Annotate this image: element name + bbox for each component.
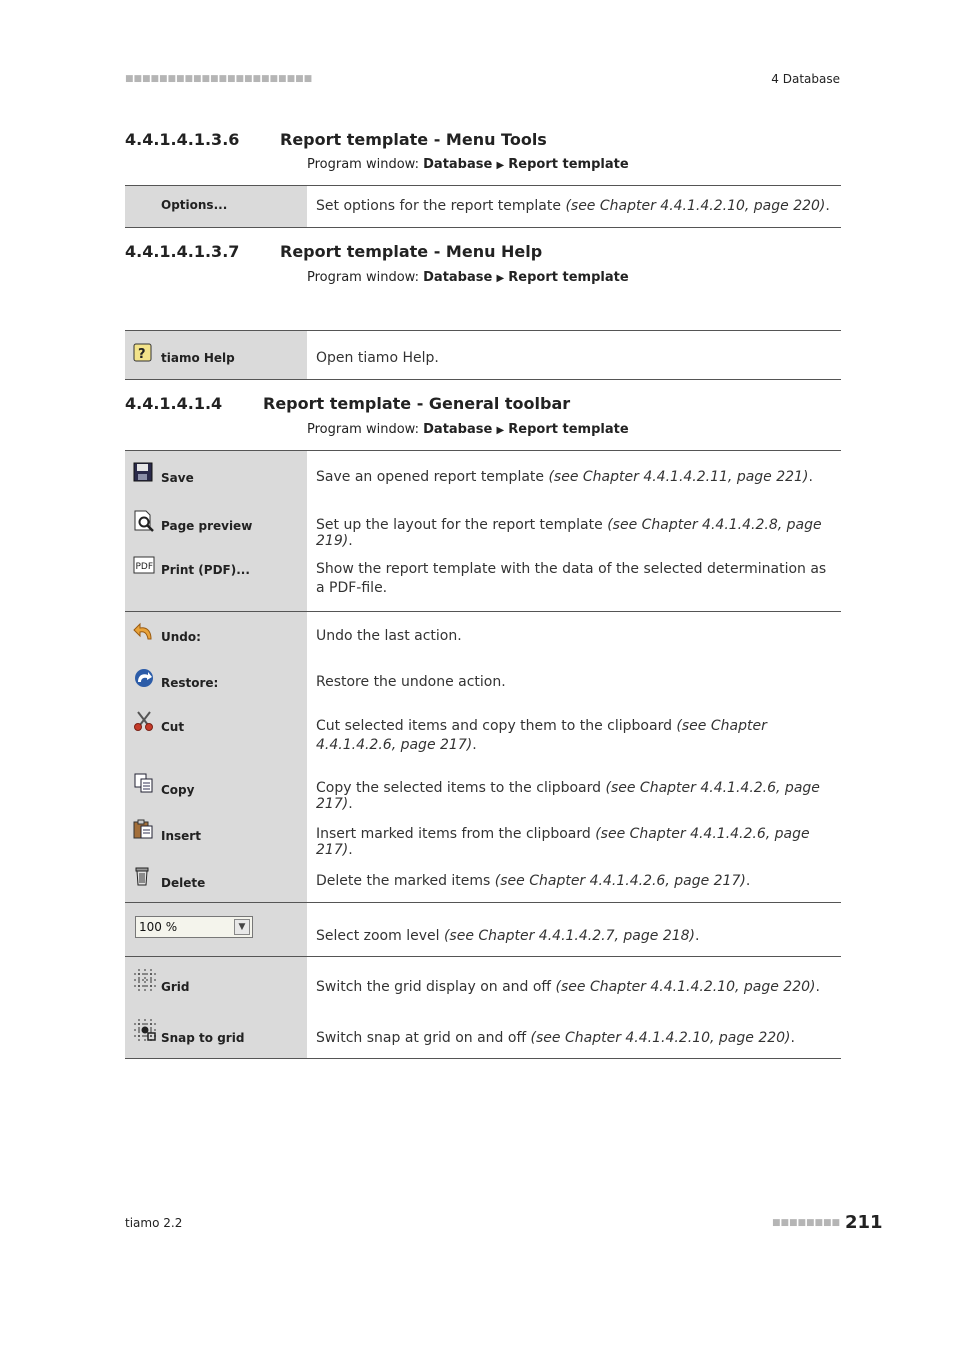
product-version: tiamo 2.2 <box>125 1216 183 1230</box>
scissors-icon <box>133 710 155 736</box>
save-button[interactable]: Save <box>161 471 194 485</box>
table-row <box>125 766 841 812</box>
row-description: Delete the marked items (see Chapter 4.4.1.4.2.6, page 217). <box>316 873 751 889</box>
section-title: Report template - Menu Help <box>280 242 543 261</box>
program-path: Program window: Database ▶ Report template <box>307 157 629 172</box>
row-description: Restore the undone action. <box>316 674 506 690</box>
program-path: Program window: Database ▶ Report template <box>307 422 629 437</box>
snap-grid-icon <box>133 1018 157 1046</box>
row-description: Select zoom level (see Chapter 4.4.1.4.2.7, page 218). <box>316 928 700 944</box>
svg-text:PDF: PDF <box>135 562 154 572</box>
page-number: 211 <box>845 1212 883 1233</box>
table-row <box>125 612 841 659</box>
footer-decoration: ■■■■■■■■ <box>772 1218 841 1228</box>
grid-icon <box>133 968 157 996</box>
undo-button[interactable]: Undo: <box>161 630 201 644</box>
table-row <box>125 701 841 766</box>
redo-icon <box>133 668 155 692</box>
table-row <box>125 658 841 701</box>
table-row <box>125 331 841 380</box>
table-row <box>125 903 841 957</box>
row-description: Copy the selected items to the clipboard (see Chapter 4.4.1.4.2.6, page 217). <box>316 780 820 812</box>
row-description: Cut selected items and copy them to the clipboard (see Chapter 4.4.1.4.2.6, page 217). <box>316 718 767 753</box>
table-row <box>125 549 841 612</box>
paste-icon <box>133 819 155 843</box>
help-icon <box>133 343 153 367</box>
copy-button[interactable]: Copy <box>161 783 195 797</box>
header-decoration: ■■■■■■■■■■■■■■■■■■■■■■ <box>125 74 313 84</box>
section-title: Report template - General toolbar <box>263 394 571 413</box>
section-number: 4.4.1.4.1.4 <box>125 394 223 413</box>
undo-icon <box>133 622 155 646</box>
pdf-icon <box>133 556 155 578</box>
table-row <box>125 957 841 1010</box>
table-row <box>125 451 841 502</box>
page-preview-icon <box>133 510 155 536</box>
snap-to-grid-toggle[interactable]: Snap to grid <box>161 1031 245 1045</box>
tiamo-help-menu-item[interactable]: tiamo Help <box>161 351 235 365</box>
row-description: Undo the last action. <box>316 628 462 644</box>
tools-table <box>125 185 841 228</box>
table-row <box>125 186 841 228</box>
row-description: Switch the grid display on and off (see Chapter 4.4.1.4.2.10, page 220). <box>316 979 820 995</box>
print-pdf-button[interactable]: Print (PDF)... <box>161 563 250 577</box>
svg-text:?: ? <box>138 347 146 362</box>
help-table <box>125 330 841 380</box>
table-row <box>125 859 841 903</box>
row-description: Save an opened report template (see Chapter 4.4.1.4.2.11, page 221). <box>316 469 813 485</box>
section-number: 4.4.1.4.1.3.6 <box>125 130 240 149</box>
section-number: 4.4.1.4.1.3.7 <box>125 242 240 261</box>
trash-icon <box>133 866 153 890</box>
toolbar-table <box>125 450 841 1059</box>
row-description: Set options for the report template (see Chapter 4.4.1.4.2.10, page 220). <box>316 198 830 214</box>
chapter-title: 4 Database <box>771 72 840 86</box>
cut-button[interactable]: Cut <box>161 720 185 734</box>
row-description: Set up the layout for the report template (see Chapter 4.4.1.4.2.8, page 219). <box>316 517 822 549</box>
table-row <box>125 501 841 549</box>
row-description: Show the report template with the data of the selected determination as a PDF-file. <box>316 561 827 596</box>
save-icon <box>133 462 153 486</box>
zoom-level-select[interactable]: 100 % ▼ <box>135 916 253 938</box>
insert-button[interactable]: Insert <box>161 829 201 843</box>
row-description: Open tiamo Help. <box>316 350 439 366</box>
delete-button[interactable]: Delete <box>161 876 206 890</box>
row-description: Insert marked items from the clipboard (see Chapter 4.4.1.4.2.6, page 217). <box>316 826 810 858</box>
chevron-down-icon[interactable]: ▼ <box>234 919 250 935</box>
section-title: Report template - Menu Tools <box>280 130 547 149</box>
options-menu-item[interactable]: Options... <box>161 198 228 212</box>
row-description: Switch snap at grid on and off (see Chapter 4.4.1.4.2.10, page 220). <box>316 1030 795 1046</box>
program-path: Program window: Database ▶ Report template <box>307 270 629 285</box>
grid-toggle[interactable]: Grid <box>161 980 190 994</box>
table-row <box>125 1009 841 1059</box>
restore-button[interactable]: Restore: <box>161 676 219 690</box>
copy-icon <box>133 773 155 797</box>
page-preview-button[interactable]: Page preview <box>161 519 253 533</box>
table-row <box>125 812 841 859</box>
